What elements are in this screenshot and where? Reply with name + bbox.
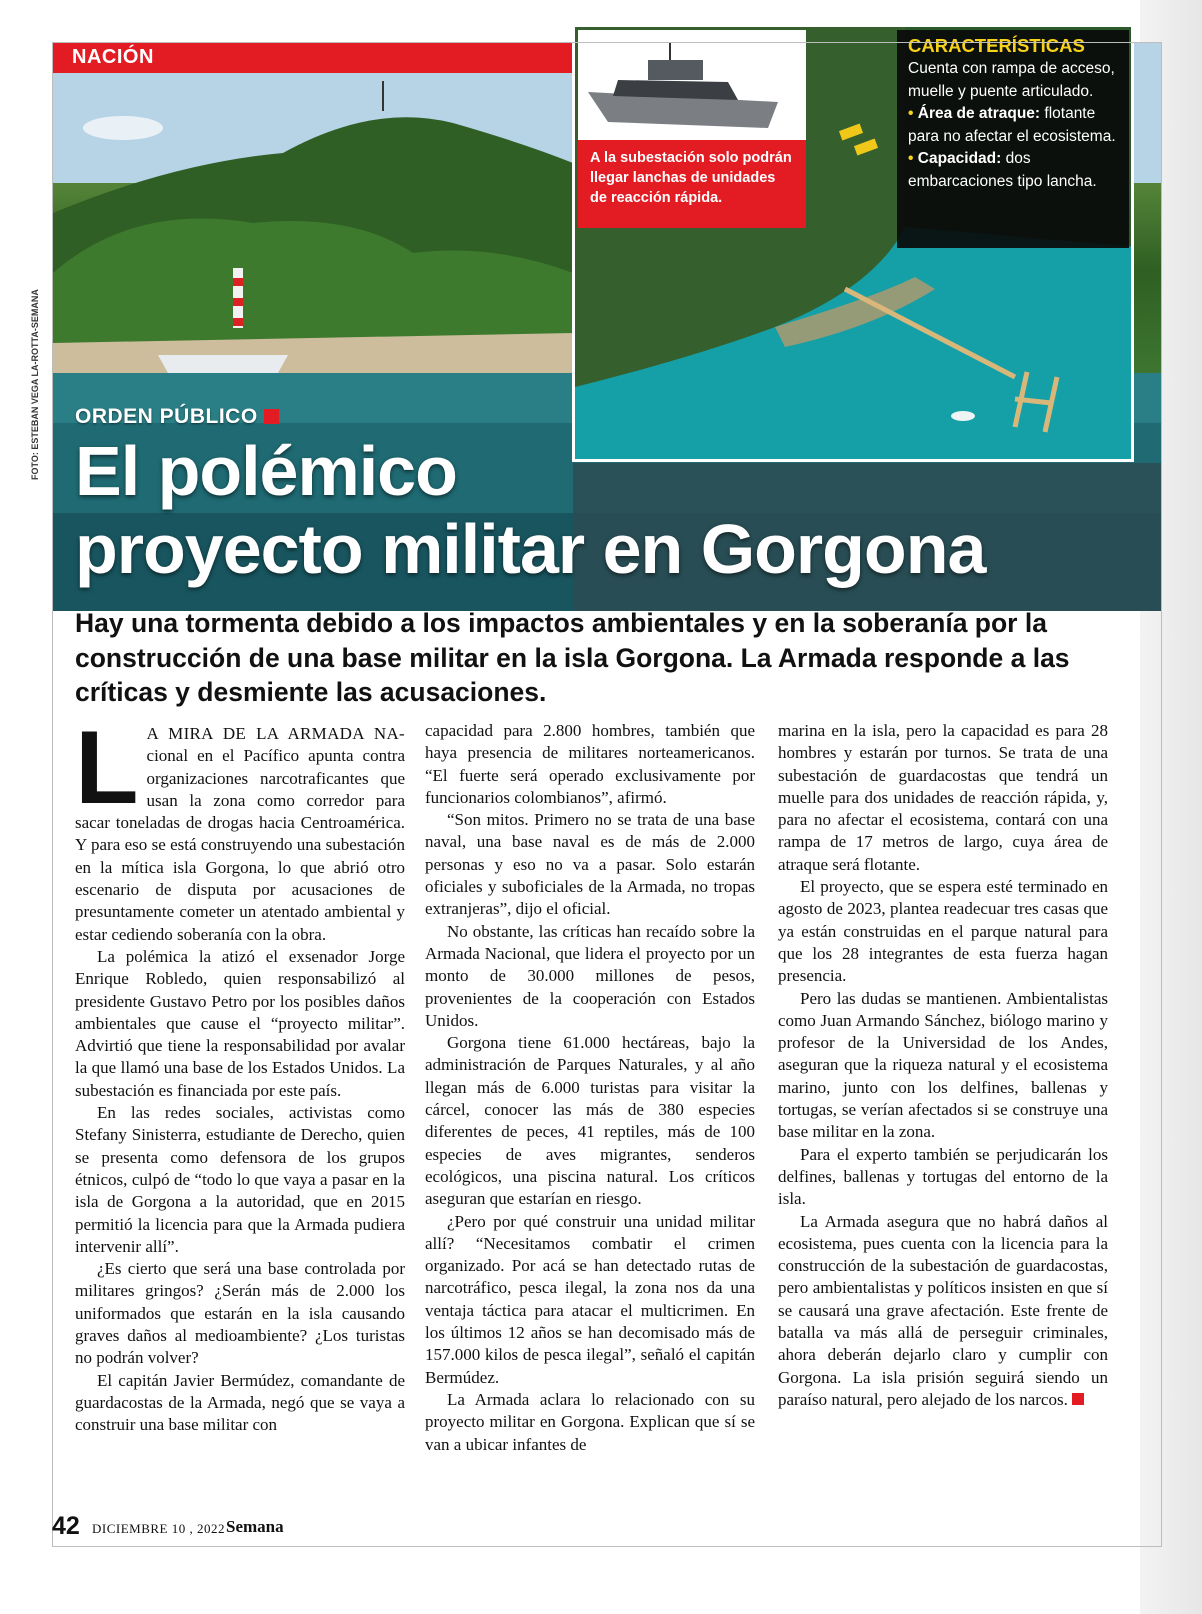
- paragraph: cional en el Pacífico apunta contra organizaciones narcotraficantes que usan la zona como corredor para sacar toneladas de drogas hacia Centroamérica. Y para eso se está construyendo una subestación en la mítica isla Gorgona, lo que abrió otro escenario de disputa por acusaciones de presuntamente cometer un atentado ambiental y estar cediendo soberanía con la obra.: [75, 746, 405, 944]
- features-item-capacity-text: dos embarcaciones tipo lancha.: [908, 150, 1097, 190]
- features-item-dock-text: flotante para no afectar el ecosistema.: [908, 105, 1116, 145]
- article-final-paragraph: [778, 1211, 1108, 1412]
- features-item-dock-label: Área de atraque:: [917, 105, 1041, 122]
- end-mark-icon: [1072, 1393, 1084, 1405]
- features-item-capacity: • Capacidad: dos embarcaciones tipo lancha.: [908, 150, 1097, 190]
- paragraph: La Armada asegura que no habrá daños al ecosistema, pues cuenta con la licencia para la construcción de la subestación de guardacostas, pero ambientalistas y políticos insisten en que sí se causará una grave afectación. Este frente de batalla va más allá de perseguir criminales, ahora deberán dejarlo claro y cumplir con Gorgona. La isla prisión seguirá siendo un paraíso natural, pero alejado de los narcos.: [778, 1211, 1108, 1409]
- paragraph: No obstante, las críticas han recaído sobre la Armada Nacional, que lidera el proyecto por un monto de 30.000 millones de pesos, provenientes de la cooperación con Estados Unidos.: [425, 921, 755, 1030]
- lead-caps: A MIRA DE LA ARMADA NA-: [146, 724, 405, 743]
- features-intro: Cuenta con rampa de acceso, muelle y puente articulado.: [908, 60, 1115, 100]
- paragraph: En las redes sociales, activistas como Stefany Sinisterra, estudiante de Derecho, quien se presenta como defensora de los grupos étnicos, culpó de “todo lo que vaya a pasar en la isla de Gorgona a la autoridad, que en 2015 permitió la licencia para que la Armada pudiera intervenir allí”.: [75, 1103, 405, 1256]
- paragraph: El proyecto, que se espera esté terminado en agosto de 2023, plantea readecuar tres casas que ya están construidas en el parque natural para que los 28 integrantes de esta fuerza hagan presencia.: [778, 877, 1108, 986]
- paragraph: Pero las dudas se mantienen. Ambientalistas como Juan Armando Sánchez, biólogo marino y profesor de la Universidad de los Andes, aseguran que la riqueza natural y el ecosistema marino, junto con los delfines, ballenas y tortugas, se verían afectados si se construye una base militar en la zona.: [778, 988, 1108, 1142]
- paragraph: La polémica la atizó el exsenador Jorge Enrique Robledo, quien responsabilizó al presidente Gustavo Petro por los posibles daños ambientales que cause el “proyecto militar”. Advirtió que tiene la responsabilidad por avalar la que llamó una base de los Estados Unidos. La subestación es financiada por este país.: [75, 946, 405, 1100]
- paragraph: ¿Es cierto que será una base controlada por militares gringos? ¿Serán más de 2.000 los uniformados que estarán en la isla causando graves daños al medioambiente? ¿Los turistas no podrán volver?: [75, 1259, 405, 1368]
- boat-caption: A la subestación solo podrán llegar lanchas de unidades de reacción rápida.: [578, 140, 806, 228]
- article-column-3: [778, 720, 1108, 1411]
- paragraph: Para el experto también se perjudicarán los delfines, ballenas y tortugas del entorno de la isla.: [778, 1144, 1108, 1209]
- section-label: NACIÓN: [72, 46, 154, 68]
- paragraph: capacidad para 2.800 hombres, también que haya presencia de militares norteamericanos. “El fuerte será operado exclusivamente por funcionarios colombianos”, afirmó.: [425, 721, 755, 807]
- footer-magazine-name: Semana: [226, 1517, 284, 1536]
- paragraph: ¿Pero por qué construir una unidad militar allí? “Necesitamos combatir el crimen organizado. Por acá se han detectado rutas de narcotráfico, pesca ilegal, la zona nos da una ventaja táctica para atacar el multicrimen. En los últimos 12 años se han decomisado más de 157.000 kilos de pesca ilegal”, señaló el capitán Bermúdez.: [425, 1211, 755, 1387]
- photo-credit: FOTO: ESTEBAN VEGA LA-ROTTA-SEMANA: [30, 289, 40, 480]
- kicker-label: ORDEN PÚBLICO: [75, 405, 258, 428]
- article-column-1: [75, 710, 405, 1437]
- article-lead-paragraph: [75, 710, 405, 946]
- headline-line-1: El polémico: [75, 432, 457, 510]
- features-item-capacity-label: Capacidad:: [917, 150, 1002, 167]
- features-item-dock: • Área de atraque: flotante para no afectar el ecosistema.: [908, 105, 1116, 145]
- article-column-2: [425, 720, 755, 1456]
- footer-date: DICIEMBRE 10 , 2022: [92, 1521, 225, 1536]
- deck: Hay una tormenta debido a los impactos ambientales y en la soberanía por la construcción de una base militar en la isla Gorgona. La Armada responde a las críticas y desmiente las acusaciones.: [75, 608, 1070, 707]
- paragraph: Gorgona tiene 61.000 hectáreas, bajo la administración de Parques Naturales, y al año llegan más de 6.000 turistas para visitar la cárcel, conocer las más de 380 especies diferentes de peces, 41 reptiles, más de 100 especies de aves migrantes, senderos ecológicos, una piscina natural. Los críticos aseguran que estarían en riesgo.: [425, 1033, 755, 1209]
- page-number: 42: [52, 1512, 80, 1540]
- headline-line-2: proyecto militar en Gorgona: [75, 510, 986, 588]
- paragraph: La Armada aclara lo relacionado con su proyecto militar en Gorgona. Explican que sí se van a ubicar infantes de: [425, 1389, 755, 1454]
- paragraph: marina en la isla, pero la capacidad es para 28 hombres y estarán por turnos. Se trata de una subestación de guardacostas que tendrá un muelle para dos unidades de reacción rápida, y, para no afectar el ecosistema, contará con una rampa de 17 metros de largo, cuya área de atraque será flotante.: [778, 721, 1108, 874]
- features-title: CARACTERÍSTICAS: [908, 35, 1085, 56]
- dropcap: L: [75, 710, 139, 826]
- paragraph: El capitán Javier Bermúdez, comandante de guardacostas de la Armada, negó que se vaya a construir una base militar con: [75, 1370, 405, 1435]
- paragraph: “Son mitos. Primero no se trata de una base naval, una base naval es de más de 2.000 personas y eso no va a pasar. Solo estarán oficiales y suboficiales de la Armada, no tropas extranjeras”, dijo el oficial.: [425, 810, 755, 919]
